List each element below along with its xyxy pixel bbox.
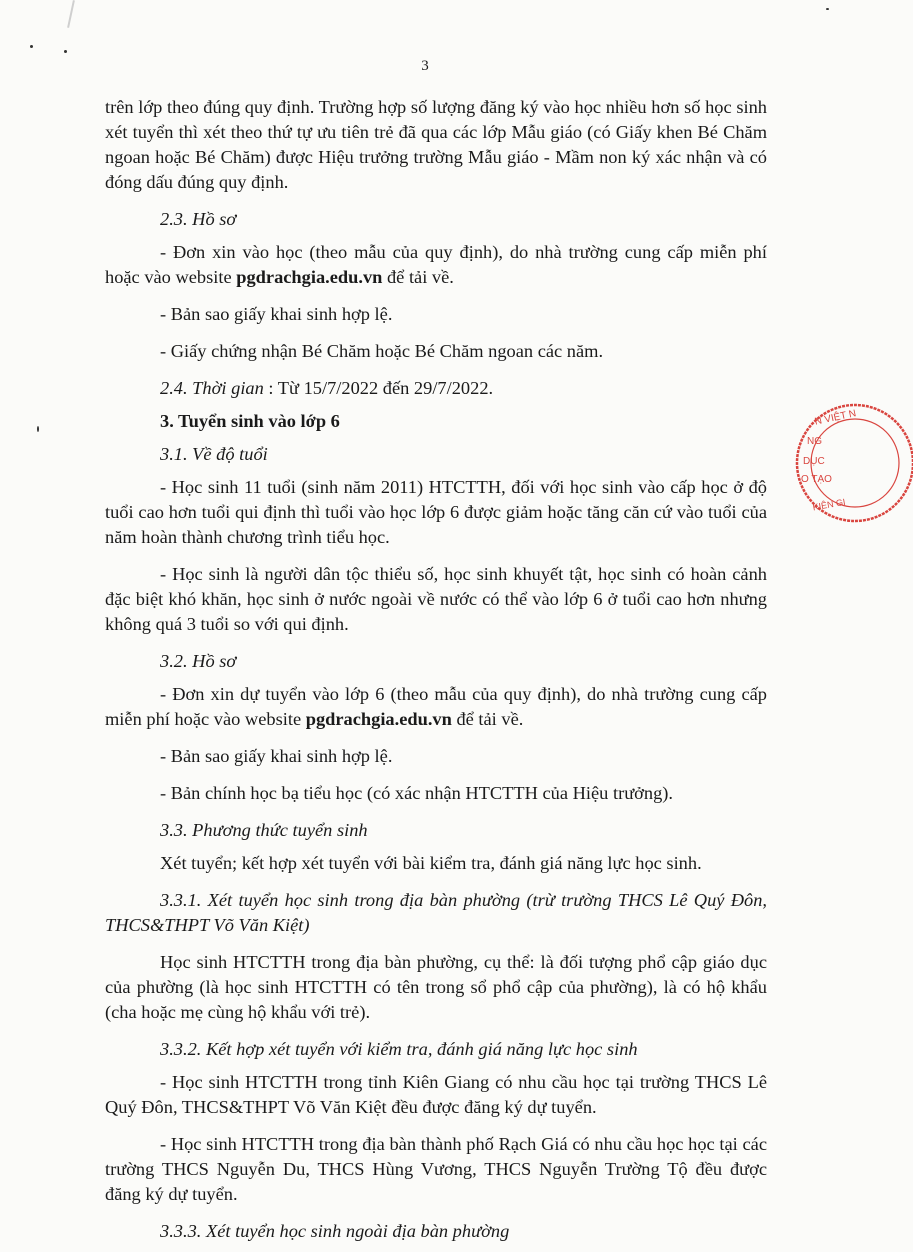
stamp-text: N VIỆT N [813, 408, 858, 428]
section-heading: 2.4. Thời gian [160, 378, 264, 398]
paragraph: 2.4. Thời gian : Từ 15/7/2022 đến 29/7/2022. [160, 378, 494, 398]
paragraph: - Học sinh là người dân tộc thiểu số, học sinh khuyết tật, học sinh có hoàn cảnh đặc biệt khó khăn, học sinh ở nước ngoài về nước có thể vào lớp 6 ở tuổi cao hơn nhưng không quá 3 tuổi so với qui định. [105, 564, 767, 634]
paragraph: - Bản sao giấy khai sinh hợp lệ. [160, 304, 393, 324]
scan-speck [37, 426, 39, 432]
section-heading: 3.3.3. Xét tuyển học sinh ngoài địa bàn phường [160, 1221, 510, 1241]
section-heading: 3.3. Phương thức tuyển sinh [160, 820, 368, 840]
paragraph: - Đơn xin dự tuyển vào lớp 6 (theo mẫu của quy định), do nhà trường cung cấp miễn phí hoặc vào website pgdrachgia.edu.vn để tải về. [105, 684, 767, 729]
scan-speck [64, 50, 67, 53]
stamp-text: O TẠO [801, 474, 832, 485]
section-heading: 2.3. Hồ sơ [160, 209, 237, 229]
paragraph: Học sinh HTCTTH trong địa bàn phường, cụ thể: là đối tượng phổ cập giáo dục của phường (là học sinh HTCTTH có tên trong sổ phổ cập của phường), là có hộ khẩu (cha hoặc mẹ cùng hộ khẩu với trẻ). [105, 952, 767, 1022]
paragraph: - Học sinh 11 tuổi (sinh năm 2011) HTCTTH, đối với học sinh vào cấp học ở độ tuổi cao hơn tuổi qui định thì tuổi vào học lớp 6 được giảm hoặc tăng căn cứ vào tuổi của năm hoàn thành chương trình tiểu học. [105, 477, 767, 547]
paragraph: - Học sinh HTCTTH trong tỉnh Kiên Giang có nhu cầu học tại trường THCS Lê Quý Đôn, THCS&THPT Võ Văn Kiệt đều được đăng ký dự tuyển. [105, 1072, 767, 1117]
paragraph: - Giấy chứng nhận Bé Chăm hoặc Bé Chăm ngoan các năm. [160, 341, 604, 361]
section-heading: 3. Tuyển sinh vào lớp 6 [160, 411, 340, 431]
page-number: 3 [421, 58, 429, 74]
section-heading: 3.3.1. Xét tuyển học sinh trong địa bàn phường (trừ trường THCS Lê Quý Đôn, THCS&THPT Võ Văn Kiệt) [105, 890, 767, 935]
scan-artifact [67, 0, 75, 28]
paragraph: Xét tuyển; kết hợp xét tuyển với bài kiểm tra, đánh giá năng lực học sinh. [160, 853, 702, 873]
paragraph: - Bản chính học bạ tiểu học (có xác nhận HTCTTH của Hiệu trưởng). [160, 783, 674, 803]
paragraph: - Bản sao giấy khai sinh hợp lệ. [160, 746, 393, 766]
scan-speck [826, 8, 829, 10]
website-link: pgdrachgia.edu.vn [236, 267, 383, 287]
document-body [105, 95, 767, 1252]
scan-speck [30, 45, 33, 48]
stamp-text: KIÊN GI [811, 496, 847, 513]
paragraph: trên lớp theo đúng quy định. Trường hợp số lượng đăng ký vào học nhiều hơn số học sinh xét tuyển thì xét theo thứ tự ưu tiên trẻ đã qua các lớp Mẫu giáo (có Giấy khen Bé Chăm ngoan hoặc Bé Chăm) được Hiệu trưởng trường Mẫu giáo - Mầm non ký xác nhận và có đóng dấu đúng quy định. [105, 97, 767, 192]
website-link: pgdrachgia.edu.vn [305, 709, 452, 729]
section-heading: 3.3.2. Kết hợp xét tuyển với kiểm tra, đánh giá năng lực học sinh [160, 1039, 638, 1059]
section-heading: 3.2. Hồ sơ [160, 651, 237, 671]
official-stamp [793, 395, 913, 530]
paragraph: - Đơn xin vào học (theo mẫu của quy định), do nhà trường cung cấp miễn phí hoặc vào website pgdrachgia.edu.vn để tải về. [105, 242, 767, 287]
section-heading: 3.1. Về độ tuổi [160, 444, 268, 464]
stamp-text: NG [807, 436, 822, 447]
paragraph: - Học sinh HTCTTH trong địa bàn thành phố Rạch Giá có nhu cầu học học tại các trường THCS Nguyễn Du, THCS Hùng Vương, THCS Nguyễn Trường Tộ đều được đăng ký dự tuyển. [105, 1134, 767, 1204]
stamp-text: DỤC [803, 456, 825, 467]
